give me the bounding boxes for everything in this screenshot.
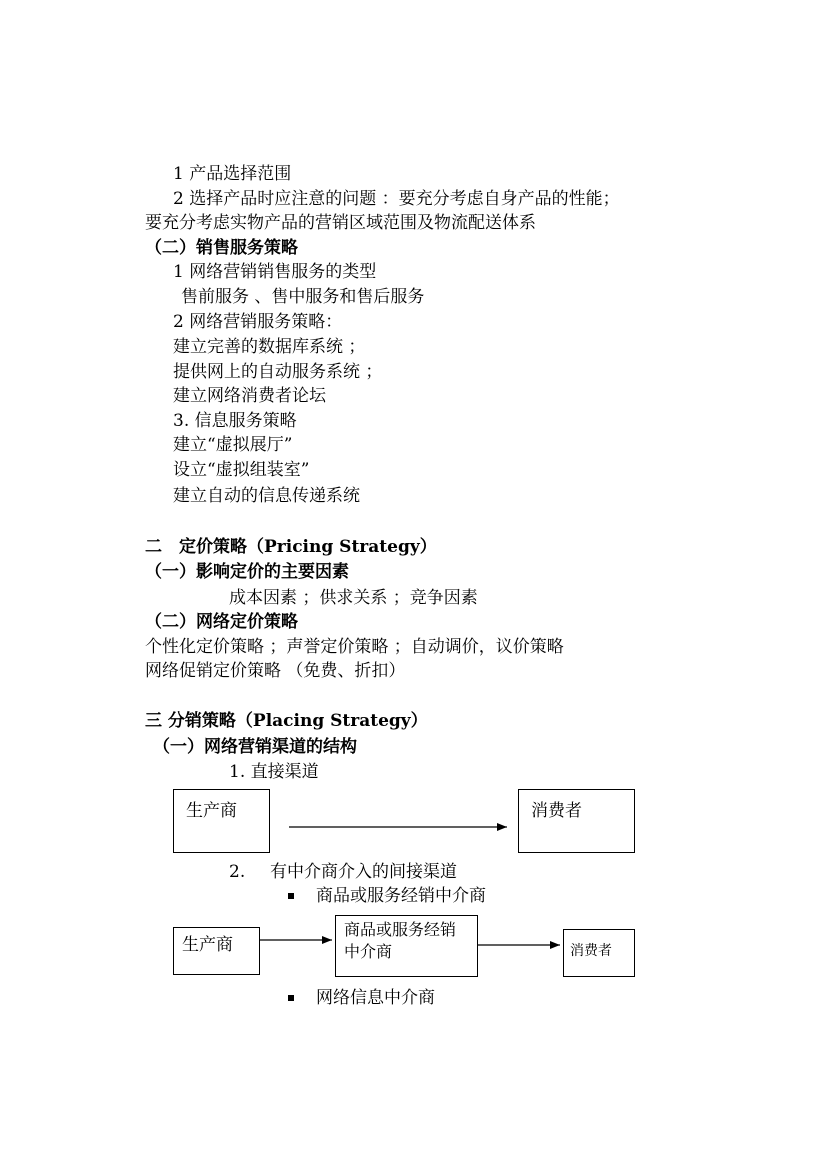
producer-label-2: 生产商	[182, 935, 233, 955]
bullet-text: 网络信息中介商	[316, 988, 435, 1008]
distributor-label-line2: 中介商	[344, 942, 393, 961]
subsection-heading: （一）网络营销渠道的结构	[153, 737, 357, 757]
consumer-label-2: 消费者	[570, 943, 612, 959]
text-line: 网络促销定价策略 （免费、折扣）	[145, 661, 406, 681]
text-line: 2 网络营销服务策略：	[173, 312, 343, 332]
text-line: 建立“虚拟展厅”	[173, 435, 293, 455]
text-line: 1 产品选择范围	[173, 164, 292, 184]
text-line: 个性化定价策略 ；声誉定价策略 ；自动调价，议价策略	[145, 637, 564, 657]
text-line: 有中介商介入的间接渠道	[270, 862, 457, 882]
list-number: 2.	[229, 862, 246, 882]
text-line: 售前服务 、售中服务和售后服务	[181, 287, 425, 307]
consumer-label: 消费者	[531, 801, 582, 821]
text-line: 1 网络营销销售服务的类型	[173, 262, 377, 282]
text-line: 3. 信息服务策略	[173, 411, 297, 431]
text-line: 2 选择产品时应注意的问题 ：要充分考虑自身产品的性能；	[173, 189, 620, 209]
text-line: 提供网上的自动服务系统 ；	[173, 362, 383, 382]
text-line: 1. 直接渠道	[229, 762, 319, 782]
subsection-heading: （一）影响定价的主要因素	[145, 562, 349, 582]
text-line: 建立网络消费者论坛	[173, 386, 326, 406]
bullet-text: 商品或服务经销中介商	[316, 886, 486, 906]
text-line: 要充分考虑实物产品的营销区域范围及物流配送体系	[145, 213, 536, 233]
subsection-heading: （二）网络定价策略	[145, 612, 298, 632]
producer-label: 生产商	[186, 801, 237, 821]
text-line: 建立自动的信息传递系统	[173, 486, 360, 506]
text-line: 设立“虚拟组装室”	[173, 460, 310, 480]
text-line: 成本因素 ；供求关系 ；竞争因素	[229, 588, 478, 608]
section-heading: （二）销售服务策略	[145, 238, 298, 258]
section-heading: 三 分销策略（Placing Strategy）	[145, 711, 428, 731]
distributor-label-line1: 商品或服务经销	[344, 920, 457, 939]
text-line: 建立完善的数据库系统 ；	[173, 337, 366, 357]
section-heading: 二 定价策略（Pricing Strategy）	[145, 537, 437, 557]
